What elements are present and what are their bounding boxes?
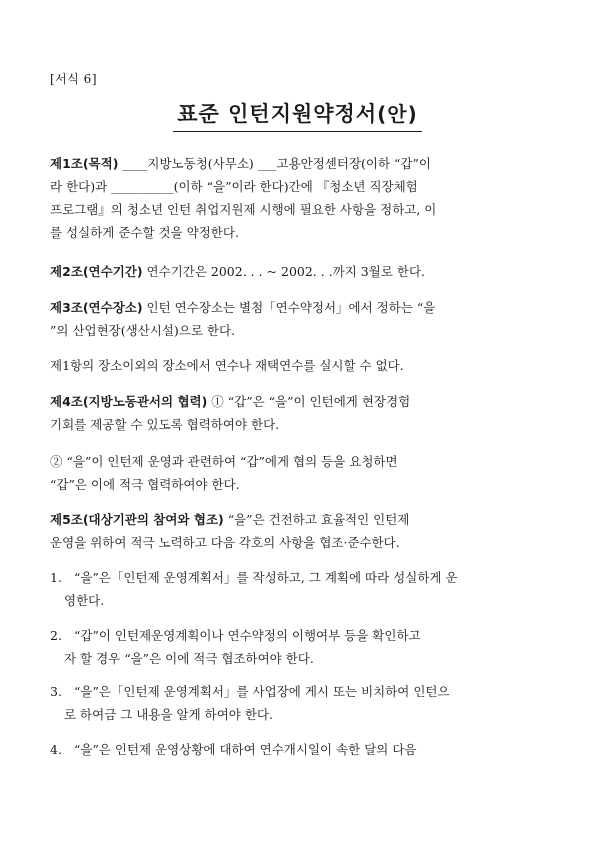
list-item-4-number: 4. <box>50 742 62 757</box>
title-main: 표준 인턴지원약정서 <box>177 102 378 126</box>
article-1-line-4: 를 성실하게 준수할 것을 약정한다. <box>50 225 239 240</box>
title-underlined <box>173 98 422 132</box>
list-item-4 <box>50 738 547 761</box>
article-1-line-1: 제1조(목적) ____지방노동청(사무소) ___고용안정센터장(이하 “갑”이 <box>50 156 431 171</box>
list-item-2-text: “갑”이 인턴제운영계획이나 연수약정의 이행여부 등을 확인하고 <box>74 628 421 643</box>
article-5-line-1: 제5조(대상기관의 참여와 협조) “을”은 건전하고 효율적인 인턴제 <box>50 512 410 527</box>
article-5-heading: 제5조(대상기관의 참여와 협조) <box>50 512 224 527</box>
article-2 <box>50 260 547 283</box>
article-4-p2-line-2: “갑”은 이에 적극 협력하여야 한다. <box>50 477 240 492</box>
list-item-1-text: “을”은「인턴제 운영계획서」를 작성하고, 그 계획에 따라 성실하게 운 <box>74 570 458 585</box>
article-4-line-2: 기회를 제공할 수 있도록 협력하여야 한다. <box>50 417 280 432</box>
article-5-line-2: 운영을 위하여 적극 노력하고 다음 각호의 사항을 협조·준수한다. <box>50 535 400 550</box>
list-item-2-number: 2. <box>50 628 62 643</box>
form-number-label: [서식 6] <box>50 72 97 86</box>
list-item-3 <box>50 680 547 726</box>
list-item-3-number: 3. <box>50 684 62 699</box>
title-suffix: (안) <box>377 102 418 126</box>
article-4-heading: 제4조(지방노동관서의 협력) <box>50 394 208 409</box>
article-3-p2-line-1: 제1항의 장소이외의 장소에서 연수나 재택연수를 실시할 수 없다. <box>50 358 404 373</box>
list-item-1 <box>50 566 547 612</box>
article-2-heading: 제2조(연수기간) <box>50 264 143 279</box>
article-3-line-1: 제3조(연수장소) 인턴 연수장소는 별첨「연수약정서」에서 정하는 “을 <box>50 300 436 315</box>
article-3-heading: 제3조(연수장소) <box>50 300 143 315</box>
article-5 <box>50 508 547 554</box>
article-4-p2-line-1: ② “을”이 인턴제 운영과 관련하여 “갑”에게 협의 등을 요청하면 <box>50 454 398 469</box>
article-4 <box>50 390 547 436</box>
article-3-line-2: ”의 산업현장(생산시설)으로 한다. <box>50 323 236 338</box>
list-item-2 <box>50 624 547 670</box>
article-1-heading: 제1조(목적) <box>50 156 119 171</box>
article-2-line-1: 제2조(연수기간) 연수기간은 2002. . . ~ 2002. . .까지 3월로 한다. <box>50 264 426 279</box>
article-1-line-2: 라 한다)과 __________(이하 “을”이라 한다)간에 『청소년 직장체험 <box>50 179 418 194</box>
list-item-1-number: 1. <box>50 570 62 585</box>
list-item-2-continuation: 자 할 경우 “을”은 이에 적극 협조하여야 한다. <box>64 651 314 666</box>
article-3 <box>50 296 547 342</box>
article-4-line-1: 제4조(지방노동관서의 협력) ① “갑”은 “을”이 인턴에게 현장경험 <box>50 394 411 409</box>
list-item-4-text: “을”은 인턴제 운영상황에 대하여 연수개시일이 속한 달의 다음 <box>74 742 417 757</box>
list-item-1-continuation: 영한다. <box>64 593 105 608</box>
document-title <box>0 98 595 132</box>
article-1-line-3: 프로그램』의 청소년 인턴 취업지원제 시행에 필요한 사항을 정하고, 이 <box>50 202 437 217</box>
list-item-3-continuation: 로 하여금 그 내용을 알게 하여야 한다. <box>64 707 273 722</box>
article-3-paragraph-2 <box>50 354 547 377</box>
article-1 <box>50 152 547 244</box>
article-4-paragraph-2 <box>50 450 547 496</box>
list-item-3-text: “을”은「인턴제 운영계획서」를 사업장에 게시 또는 비치하여 인턴으 <box>74 684 450 699</box>
